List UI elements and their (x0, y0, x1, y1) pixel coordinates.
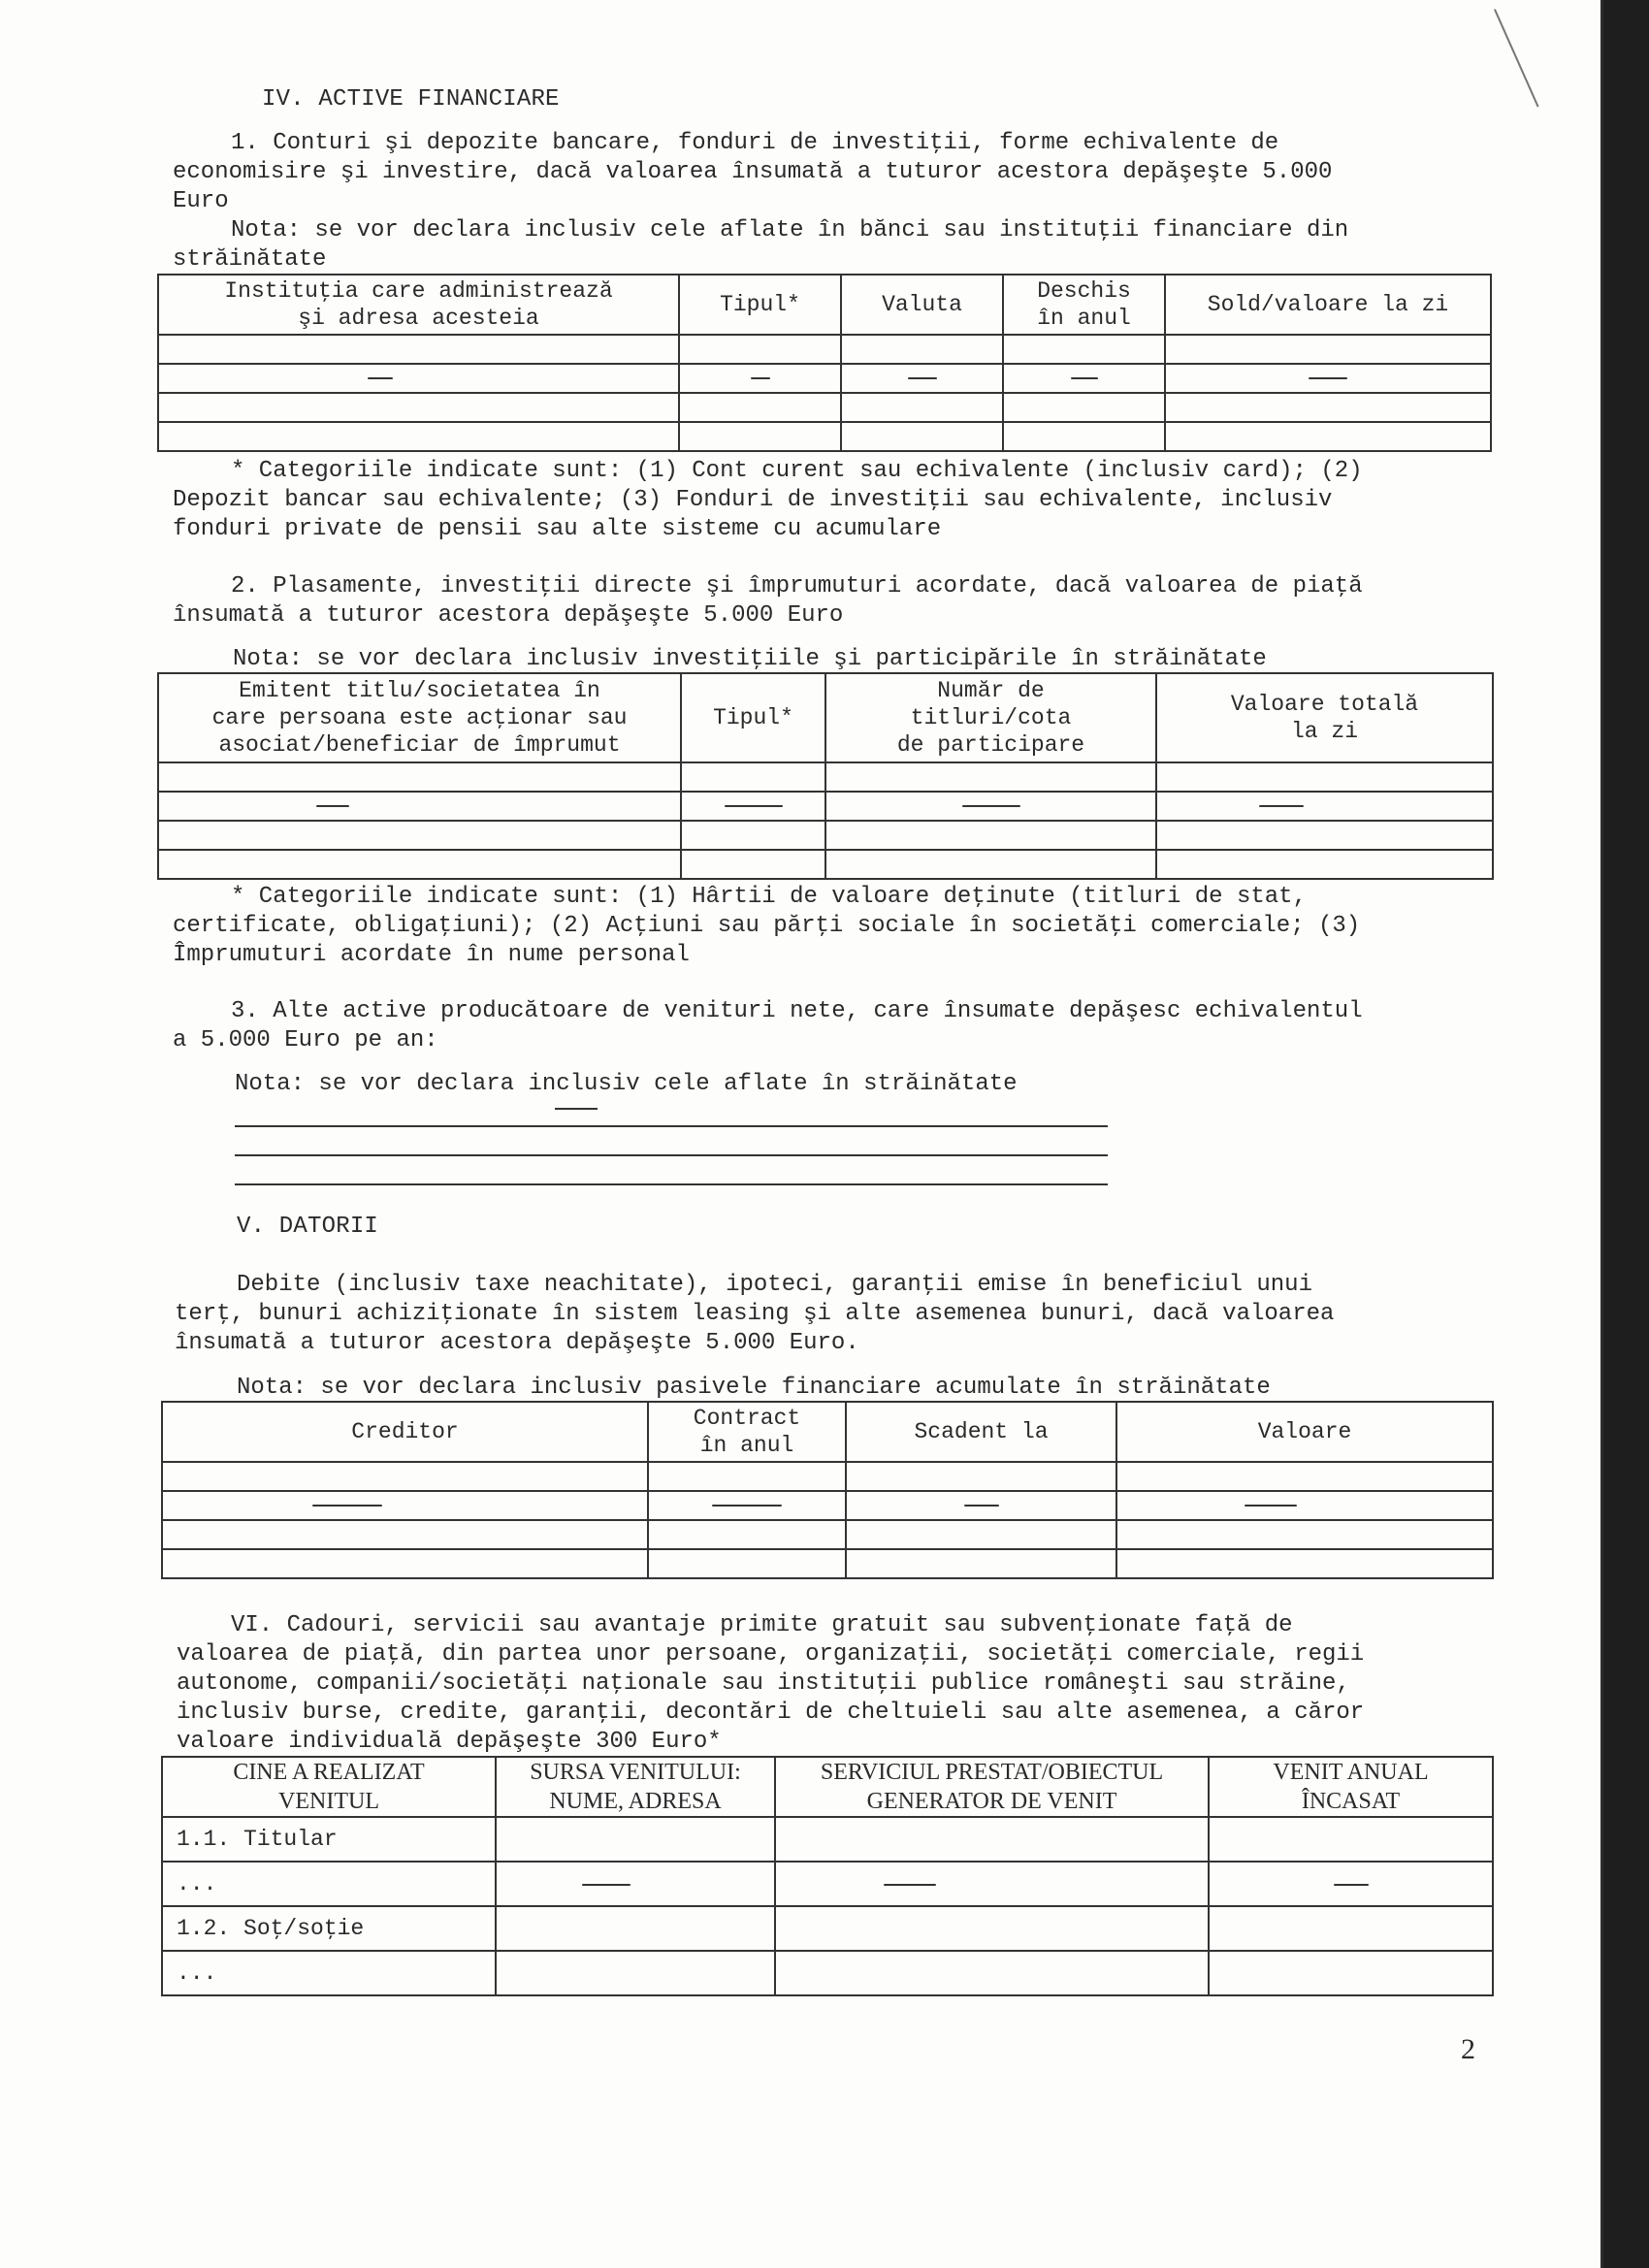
table-row (162, 1520, 1493, 1549)
dash-mark (712, 1505, 782, 1507)
dash-mark (964, 1505, 999, 1507)
fold-mark (1494, 9, 1539, 107)
section-v-note: Nota: se vor declara inclusiv pasivele financiare acumulate în străinătate (237, 1375, 1271, 1401)
page-number: 2 (1461, 2033, 1475, 2065)
table-row (158, 422, 1491, 451)
dash-mark (962, 805, 1020, 807)
item-1-footnote: * Categoriile indicate sunt: (1) Cont curent sau echivalente (inclusiv card); (2) Depozit bancar sau echivalente; (3) Fonduri de investiţii sau echivalente, inclusiv fonduri private de pensii sau alte sisteme cu acumulare (173, 458, 1363, 542)
table-row (162, 1817, 1493, 1862)
col-due-date: Scadent la (846, 1402, 1116, 1462)
dash-mark (582, 1884, 630, 1886)
dash-mark (316, 805, 349, 807)
item-3-text: 3. Alte active producătoare de venituri nete, care însumate depăşesc echivalentul a 5.000 Euro pe an: (173, 998, 1363, 1053)
table-row (158, 792, 1493, 821)
dash-mark (751, 377, 770, 379)
item-2-note: Nota: se vor declara inclusiv investiţiile şi participările în străinătate (233, 646, 1267, 672)
row-label: ... (162, 1951, 496, 1995)
col-total-value: Valoare totală la zi (1156, 673, 1493, 762)
dash-mark (1309, 377, 1347, 379)
col-institution: Instituţia care administrează şi adresa acesteia (158, 275, 679, 335)
row-label: ... (162, 1862, 496, 1906)
table-row (158, 821, 1493, 850)
dash-mark (884, 1884, 936, 1886)
dash-mark (908, 377, 937, 379)
col-opened-year: Deschis în anul (1003, 275, 1165, 335)
blank-line (235, 1154, 1108, 1156)
table-row (162, 1906, 1493, 1951)
col-contract-year: Contract în anul (648, 1402, 846, 1462)
dash-mark (555, 1108, 598, 1110)
col-creditor: Creditor (162, 1402, 648, 1462)
col-share-count: Număr de titluri/cota de participare (825, 673, 1156, 762)
dash-mark (1071, 377, 1098, 379)
dash-mark (1245, 1505, 1297, 1507)
item-1-text: 1. Conturi şi depozite bancare, fonduri de investiţii, forme echivalente de economisire şi investire, dacă valoarea însumată a tuturor acestora depăşeşte 5.000 Euro (173, 130, 1333, 214)
gifts-table (161, 1756, 1494, 1996)
table-row (162, 1462, 1493, 1491)
table-row (162, 1491, 1493, 1520)
table-row (158, 393, 1491, 422)
item-2-footnote: * Categoriile indicate sunt: (1) Hârtii de valoare deţinute (titluri de stat, certificate, obligaţiuni); (2) Acţiuni sau părţi sociale în societăţi comerciale; (3) Împrumuturi acordate în nume personal (173, 884, 1361, 968)
dash-mark (312, 1505, 382, 1507)
table-row (162, 1951, 1493, 1995)
row-label: 1.2. Soţ/soţie (162, 1906, 496, 1951)
bank-accounts-table (157, 274, 1492, 452)
table-row (162, 1862, 1493, 1906)
col-issuer: Emitent titlu/societatea în care persoana este acţionar sau asociat/beneficiar de împrumut (158, 673, 681, 762)
dash-mark (1259, 805, 1304, 807)
col-currency: Valuta (841, 275, 1003, 335)
scan-edge-dark (1603, 0, 1649, 2268)
col-type: Tipul* (679, 275, 841, 335)
item-3-note: Nota: se vor declara inclusiv cele aflate în străinătate (235, 1071, 1018, 1097)
col-income-source: SURSA VENITULUI: NUME, ADRESA (496, 1757, 775, 1817)
item-1-note: Nota: se vor declara inclusiv cele aflate în bănci sau instituţii financiare din străinătate (173, 217, 1349, 273)
col-type: Tipul* (681, 673, 825, 762)
dash-mark (1334, 1884, 1369, 1886)
table-row (162, 1549, 1493, 1578)
section-v-heading: V. DATORII (237, 1214, 379, 1240)
blank-line (235, 1125, 1108, 1127)
section-iv-heading: IV. ACTIVE FINANCIARE (262, 86, 560, 113)
table-row (158, 364, 1491, 393)
table-row (158, 335, 1491, 364)
investments-table (157, 672, 1494, 880)
col-value: Valoare (1116, 1402, 1493, 1462)
section-v-text: Debite (inclusiv taxe neachitate), ipoteci, garanţii emise în beneficiul unui terţ, bunuri achiziţionate în sistem leasing şi alte asemenea bunuri, dacă valoarea însumată a tuturor acestora depăşeşte 5.000 Euro. (175, 1272, 1335, 1356)
col-service: SERVICIUL PRESTAT/OBIECTUL GENERATOR DE VENIT (775, 1757, 1209, 1817)
col-balance: Sold/valoare la zi (1165, 275, 1491, 335)
table-row (158, 762, 1493, 792)
section-vi-text: VI. Cadouri, servicii sau avantaje primite gratuit sau subvenţionate faţă de valoarea de piaţă, din partea unor persoane, organizaţii, societăţi comerciale, regii autonome, companii/societăţi naţionale sau instituţii publice româneşti sau străine, inclusiv burse, credite, garanţii, decontări de cheltuieli sau alte asemenea, a căror valoare individuală depăşeşte 300 Euro* (177, 1612, 1365, 1755)
table-row (158, 850, 1493, 879)
debts-table (161, 1401, 1494, 1579)
dash-mark (725, 805, 783, 807)
col-who: CINE A REALIZAT VENITUL (162, 1757, 496, 1817)
blank-line (235, 1183, 1108, 1185)
col-annual-income: VENIT ANUAL ÎNCASAT (1209, 1757, 1493, 1817)
item-2-text: 2. Plasamente, investiţii directe şi împrumuturi acordate, dacă valoarea de piaţă însumată a tuturor acestora depăşeşte 5.000 Euro (173, 573, 1363, 629)
row-label: 1.1. Titular (162, 1817, 496, 1862)
dash-mark (368, 377, 393, 379)
